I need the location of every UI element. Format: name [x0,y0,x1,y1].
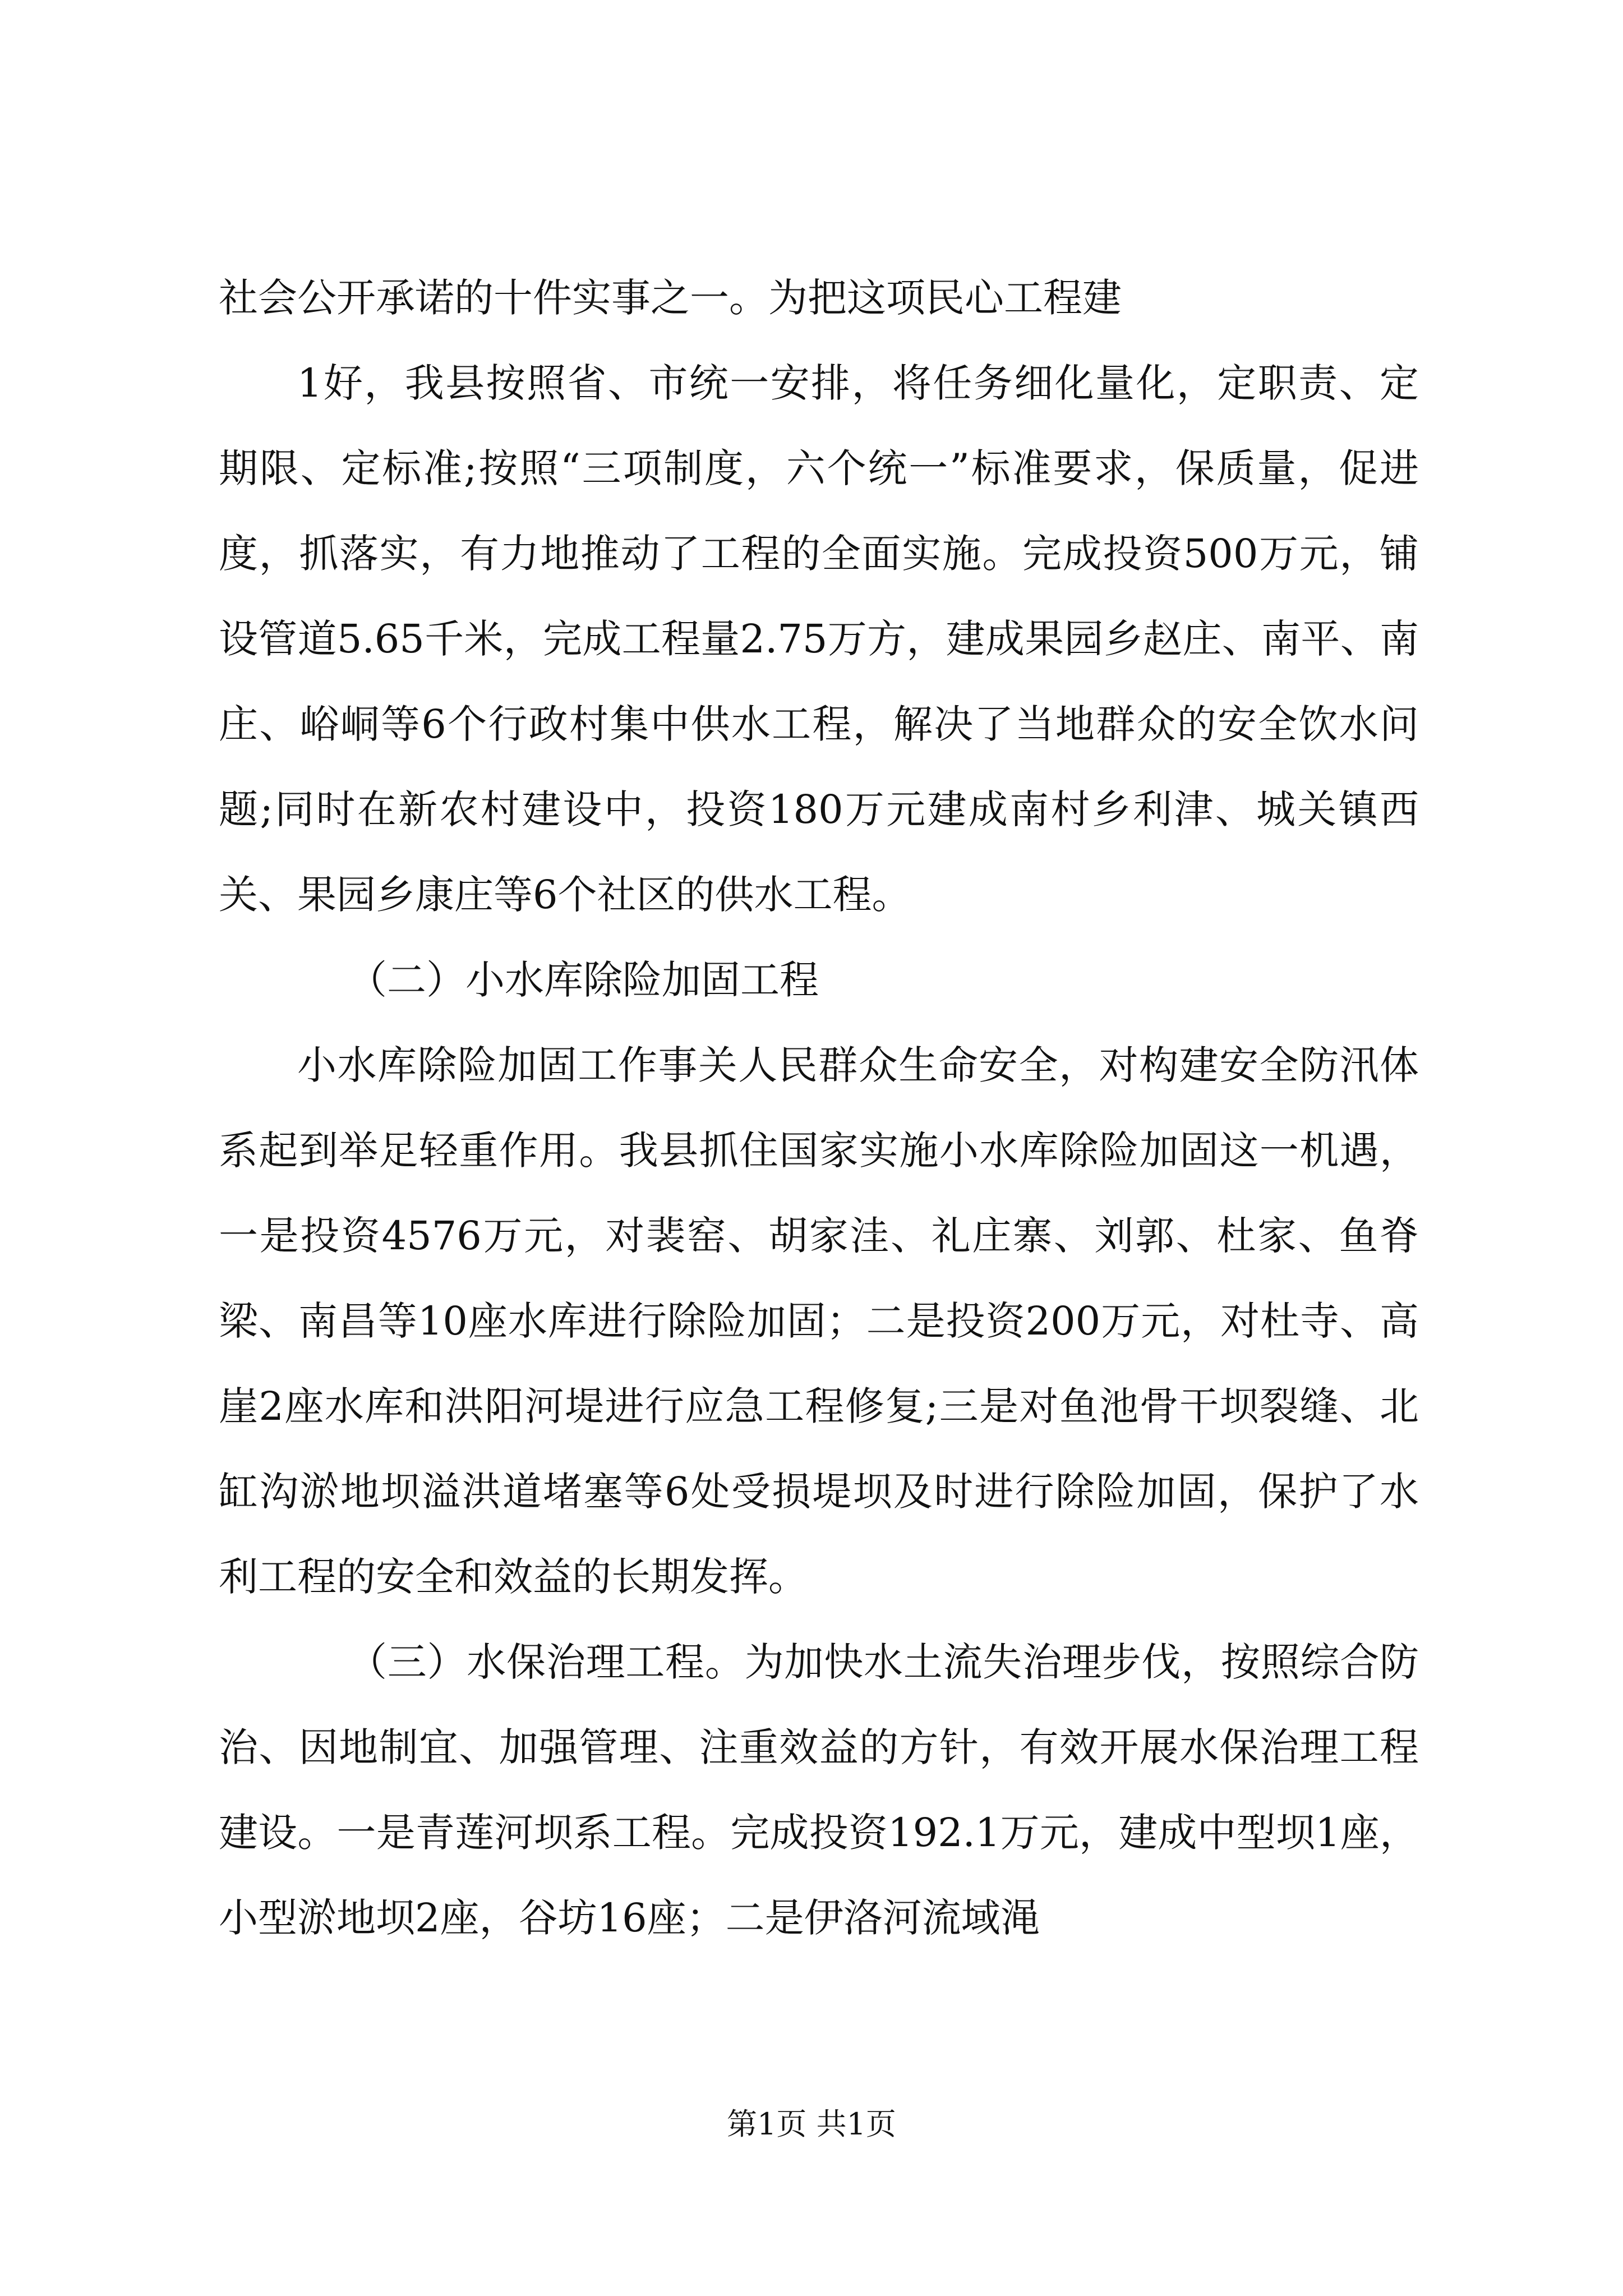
section-heading-reservoir: （二）小水库除险加固工程 [348,957,819,1003]
paragraph-water-supply: 1好，我县按照省、市统一安排，将任务细化量化，定职责、定期限、定标准;按照“三项制度，六个统一”标准要求，保质量，促进度，抓落实，有力地推动了工程的全面实施。完成投资500万元，铺设管道5.65千米，完成工程量2.75万方，建成果园乡赵庄、南平、南庄、峪峒等6个行政村集中供水工程，解决了当地群众的安全饮水问题;同时在新农村建设中，投资180万元建成南村乡利津、城关镇西关、果园乡康庄等6个社区的供水工程。 [219,360,1419,918]
paragraph-soil-conservation: （三）水保治理工程。为加快水土流失治理步伐，按照综合防治、因地制宜、加强管理、注重效益的方针，有效开展水保治理工程建设。一是青莲河坝系工程。完成投资192.1万元，建成中型坝1座，小型淤地坝2座，谷坊16座；二是伊洛河流域渑 [219,1639,1419,1941]
page-footer: 第1页 共1页 [727,2106,896,2142]
document-body [219,255,1419,1961]
paragraph-continuation: 社会公开承诺的十件实事之一。为把这项民心工程建 [219,275,1122,321]
paragraph-reservoir: 小水库除险加固工作事关人民群众生命安全，对构建安全防汛体系起到举足轻重作用。我县抓住国家实施小水库除险加固这一机遇，一是投资4576万元，对裴窑、胡家洼、礼庄寨、刘郭、杜家、鱼脊梁、南昌等10座水库进行除险加固；二是投资200万元，对杜寺、高崖2座水库和洪阳河堤进行应急工程修复;三是对鱼池骨干坝裂缝、北缸沟淤地坝溢洪道堵塞等6处受损堤坝及时进行除险加固，保护了水利工程的安全和效益的长期发挥。 [219,1042,1419,1600]
